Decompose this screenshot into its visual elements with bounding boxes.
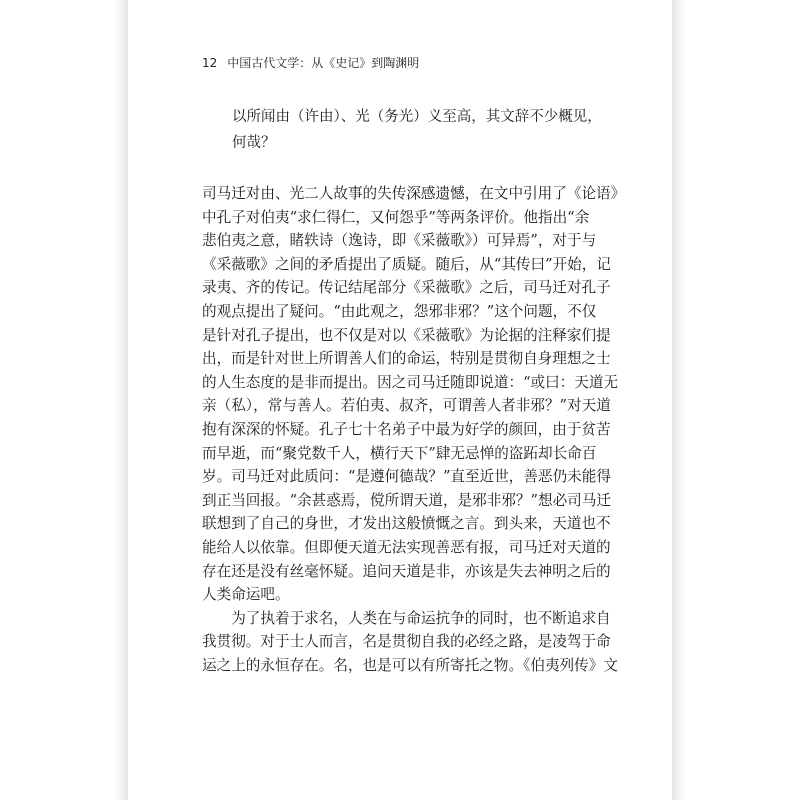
text-line: 人类命运吧。 (202, 586, 290, 604)
block-quote (232, 104, 602, 156)
text-line: 中孔子对伯夷“求仁得仁，又何怨乎”等两条评价。他指出“余 (202, 208, 590, 226)
text-line: 运之上的永恒存在。名，也是可以有所寄托之物。《伯夷列传》文 (202, 656, 618, 674)
text-line: 岁。司马迁对此质问：“是遵何德哉？”直至近世，善恶仍未能得 (202, 468, 611, 486)
text-line: 悲伯夷之意，睹轶诗（逸诗，即《采薇歌》）可异焉”，对于与 (202, 232, 597, 250)
text-line: 的观点提出了疑问。“由此观之，怨邪非邪？”这个问题，不仅 (202, 302, 597, 320)
book-title: 中国古代文学：从《史记》到陶渊明 (227, 56, 420, 70)
page-shadow-right (672, 0, 686, 800)
text-line: 为了执着于求名，人类在与命运抗争的同时，也不断追求自 (202, 609, 611, 627)
quote-line: 何哉？ (232, 135, 276, 151)
text-line: 我贯彻。对于士人而言，名是贯彻自我的必经之路，是凌驾于命 (202, 633, 611, 651)
text-line: 抱有深深的怀疑。孔子七十名弟子中最为好学的颜回，由于贫苦 (202, 420, 611, 438)
text-line: 司马迁对由、光二人故事的失传深感遗憾，在文中引用了《论语》 (202, 185, 626, 202)
quote-line: 以所闻由（许由）、光（务光）义至高，其文辞不少概见， (232, 109, 602, 125)
text-line: 联想到了自己的身世，才发出这般愤慨之言。到头来，天道也不 (202, 515, 611, 533)
text-line: 到正当回报。“余甚惑焉，傥所谓天道，是邪非邪？”想必司马迁 (202, 491, 611, 509)
text-line: 存在还是没有丝毫怀疑。追问天道是非，亦该是失去神明之后的 (202, 562, 611, 580)
text-line: 而早逝，而“聚党数千人，横行天下”肆无忌惮的盗跖却长命百 (202, 444, 597, 462)
page-shadow-left (114, 0, 128, 800)
body-text (202, 182, 626, 677)
text-line: 是针对孔子提出，也不仅是对以《采薇歌》为论据的注释家们提 (202, 326, 611, 344)
page-number: 12 (202, 56, 218, 70)
running-head (202, 54, 419, 71)
text-line: 出，而是针对世上所谓善人们的命运，特别是贯彻自身理想之士 (202, 350, 611, 368)
text-line: 能给人以依靠。但即便天道无法实现善恶有报，司马迁对天道的 (202, 538, 611, 556)
text-line: 的人生态度的是非而提出。因之司马迁随即说道：“或曰：天道无 (202, 373, 619, 391)
book-page (128, 0, 672, 800)
text-line: 《采薇歌》之间的矛盾提出了质疑。随后，从“其传曰”开始，记 (202, 255, 611, 273)
text-line: 录夷、齐的传记。传记结尾部分《采薇歌》之后，司马迁对孔子 (202, 279, 611, 297)
text-line: 亲（私），常与善人。若伯夷、叔齐，可谓善人者非邪？”对天道 (202, 397, 611, 415)
